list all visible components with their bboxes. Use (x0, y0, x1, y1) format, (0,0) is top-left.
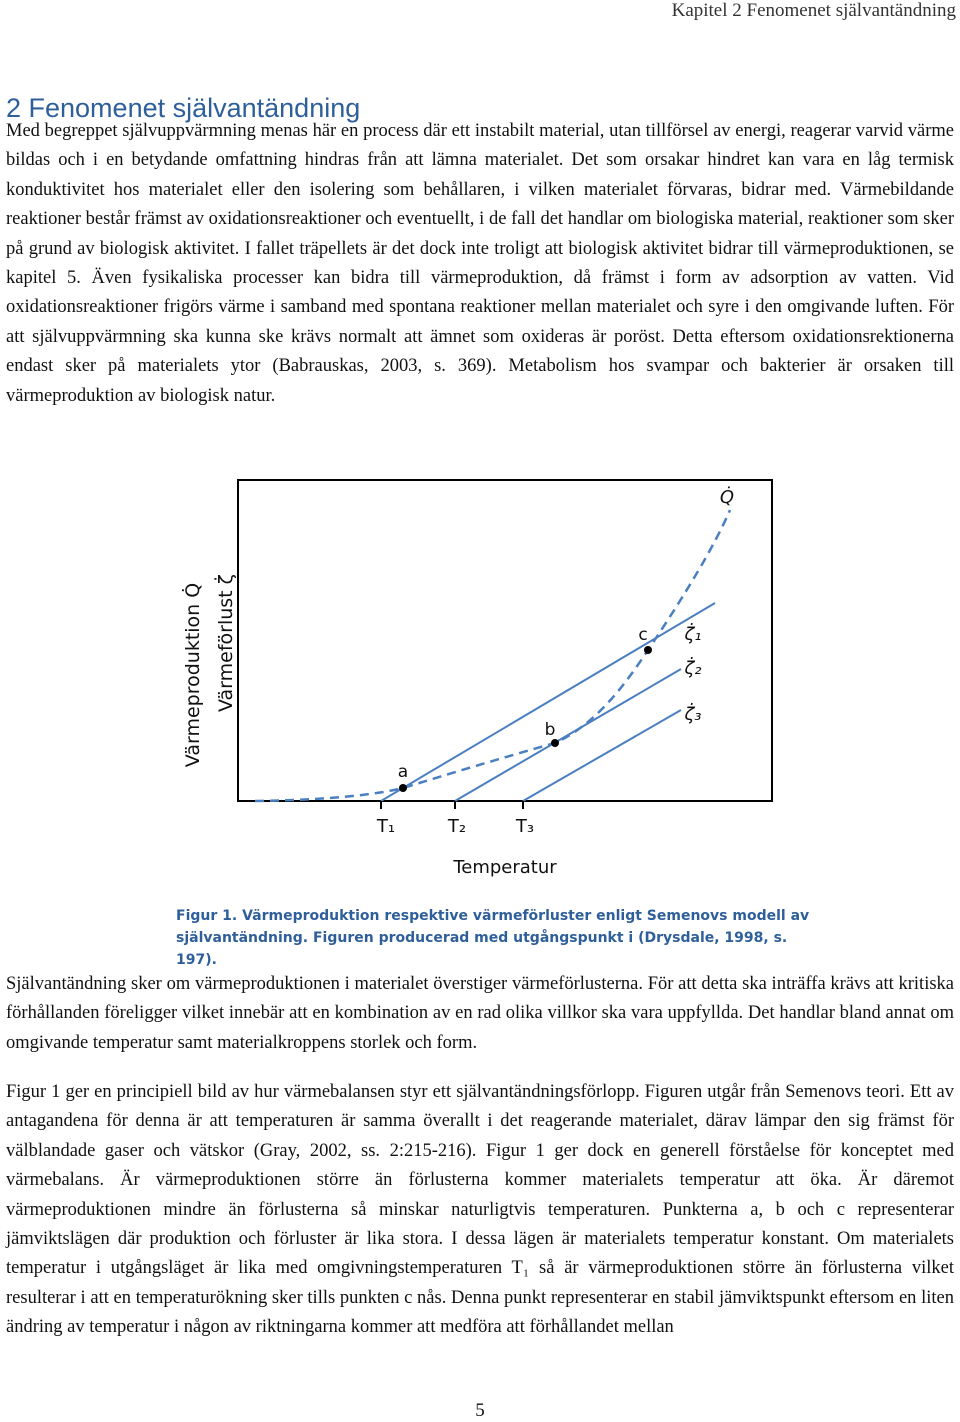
tick-label-t3: T₃ (515, 816, 535, 837)
semenov-diagram (175, 475, 795, 885)
running-header: Kapitel 2 Fenomenet självantändning (671, 0, 956, 21)
line-label-3: ζ̇₃ (684, 704, 702, 725)
figure-caption: Figur 1. Värmeproduktion respektive värmeförluster enligt Semenovs modell av självantändning. Figuren producerad med utgångspunkt i (Drysdale, 1998, s. 197). (176, 908, 810, 968)
y-axis-label-loss: Värmeförlust ζ̇ (215, 573, 237, 713)
paragraph-ignition: Självantändning sker om värmeproduktionen i materialet överstiger värmeförlusterna. För att detta ska inträffa krävs att kritiska förhållanden föreligger vilket innebär att en kombination av en rad olika villkor ska vara uppfyllda. Det handlar bland annat om omgivande temperatur samt materialkroppens storlek och form. (6, 974, 954, 1053)
x-axis-label: Temperatur (453, 857, 557, 878)
heat-production-curve (255, 510, 730, 801)
curve-label-q: Q̇ (719, 487, 735, 508)
section-title: 2 Fenomenet självantändning (6, 93, 361, 123)
line-label-2: ζ̇₂ (684, 658, 702, 679)
page-number: 5 (475, 1400, 485, 1421)
point-b (551, 739, 559, 747)
tick-label-t2: T₂ (447, 816, 467, 837)
paragraph-intro: Med begreppet självuppvärmning menas här en process där ett instabilt material, utan tillförsel av energi, reagerar varvid värme bildas och i en betydande omfattning hindras från att lämna materialet. Det som orsakar hindret kan vara en låg termisk konduktivitet hos materialet eller den isolering som behållaren, i vilken materialet förvaras, bidrar med. Värmebildande reaktioner består främst av oxidationsreaktioner och eventuellt, i de fall det handlar om biologiska material, reaktioner som sker på grund av biologisk aktivitet. I fallet träpellets är det dock inte troligt att biologisk aktivitet bidrar till värmeproduktionen, se kapitel 5. Även fysikaliska processer kan bidra till värmeproduktion, då främst i form av adsorption av vatten. Vid oxidationsreaktioner frigörs värme i samband med spontana reaktioner mellan materialet och syre i den omgivande luften. För att självuppvärmning ska kunna ske krävs normalt att ämnet som oxideras är poröst. Detta eftersom oxidationsrektionerna endast sker på materialets ytor (Babrauskas, 2003, s. 369). Metabolism hos svampar och bakterier är orsaken till värmeproduktion av biologisk natur. (6, 121, 954, 406)
y-axis-label-production: Värmeproduktion Q̇ (182, 582, 204, 768)
line-label-1: ζ̇₁ (684, 624, 702, 645)
point-label-c: c (638, 625, 648, 645)
semenov-figure (175, 475, 795, 885)
point-label-b: b (544, 720, 556, 740)
point-label-a: a (397, 762, 409, 782)
heat-loss-line-1 (381, 603, 715, 801)
paragraph-figure-explanation: Figur 1 ger en principiell bild av hur värmebalansen styr ett självantändningsförlopp. Figuren utgår från Semenovs teori. Ett av antagandena för denna är att temperaturen är samma överallt i det reagerande materialet, därav lämpar den sig främst för välblandade gaser och vätskor (Gray, 2002, ss. 2:215-216). Figur 1 ger dock en generell förståelse för konceptet med värmebalans. Är värmeproduktionen större än förlusterna kommer materialets temperatur att öka. Är däremot värmeproduktionen mindre än förlusterna så minskar naturligtvis temperaturen. Punkterna a, b och c representerar jämviktslägen där produktion och förluster är lika stora. I dessa lägen är materialets temperatur konstant. Om materialets temperatur i utgångsläget är lika med omgivningstemperaturen T₁ så är värmeproduktionen större än förlusterna vilket resulterar i att en temperaturökning sker tills punkten c nås. Denna punkt representerar en stabil jämviktspunkt eftersom en liten ändring av temperatur i någon av riktningarna kommer att medföra att förhållandet mellan (6, 1082, 954, 1338)
point-a (399, 784, 407, 792)
tick-label-t1: T₁ (376, 816, 396, 837)
point-c (644, 646, 652, 654)
